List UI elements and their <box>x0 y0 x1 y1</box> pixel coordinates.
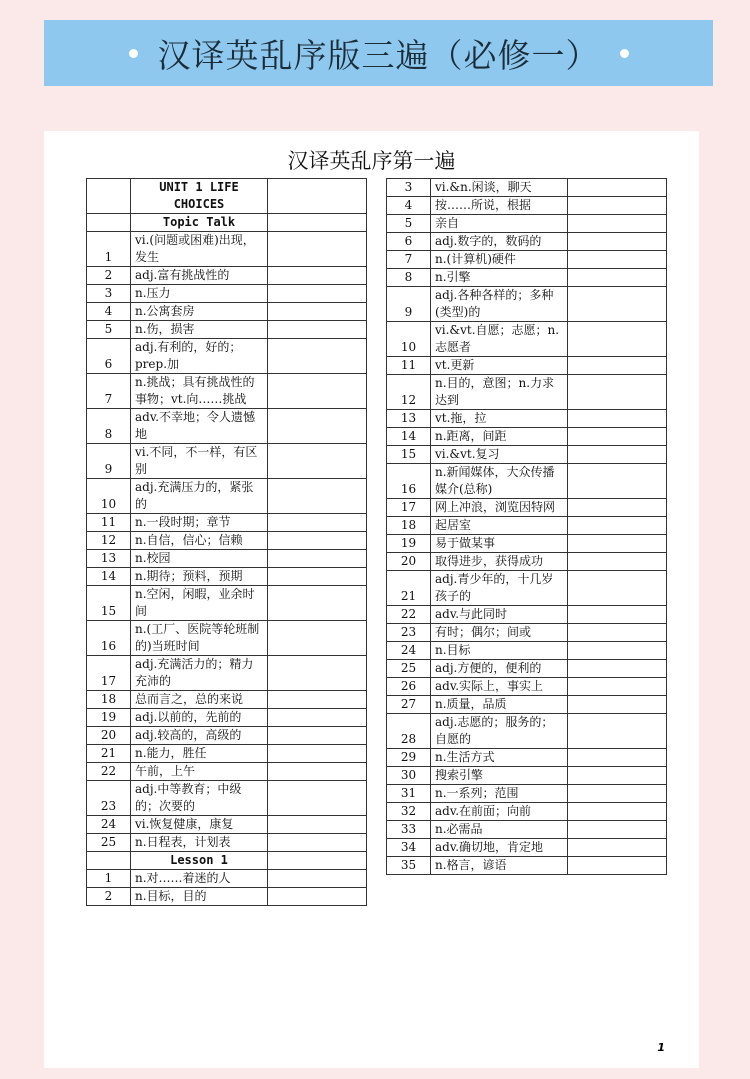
row-number: 31 <box>387 785 431 803</box>
answer-blank[interactable] <box>568 821 667 839</box>
row-number: 12 <box>87 532 131 550</box>
answer-blank[interactable] <box>268 479 367 514</box>
answer-blank[interactable] <box>268 621 367 656</box>
vocab-row <box>87 514 367 532</box>
chinese-meaning: 午前，上午 <box>131 763 268 781</box>
chinese-meaning: 起居室 <box>431 517 568 535</box>
row-number: 24 <box>87 816 131 834</box>
vocab-row <box>387 767 667 785</box>
section-header-row <box>87 214 367 232</box>
chinese-meaning: adv.与此同时 <box>431 606 568 624</box>
vocab-row <box>387 464 667 499</box>
vocab-row <box>87 586 367 621</box>
row-number: 8 <box>387 269 431 287</box>
answer-blank[interactable] <box>268 303 367 321</box>
vocab-row <box>387 857 667 875</box>
answer-blank[interactable] <box>568 233 667 251</box>
vocab-row <box>387 839 667 857</box>
chinese-meaning: 取得进步，获得成功 <box>431 553 568 571</box>
vocab-row <box>387 660 667 678</box>
vocab-row <box>387 322 667 357</box>
answer-blank[interactable] <box>568 269 667 287</box>
vocab-row <box>387 517 667 535</box>
row-number: 32 <box>387 803 431 821</box>
answer-blank[interactable] <box>268 374 367 409</box>
chinese-meaning: adj.中等教育；中级的；次要的 <box>131 781 268 816</box>
answer-blank[interactable] <box>568 499 667 517</box>
chinese-meaning: vi.恢复健康，康复 <box>131 816 268 834</box>
row-number: 18 <box>87 691 131 709</box>
row-number: 15 <box>387 446 431 464</box>
answer-blank[interactable] <box>568 357 667 375</box>
vocab-row <box>87 232 367 267</box>
vocab-row <box>387 785 667 803</box>
chinese-meaning: n.公寓套房 <box>131 303 268 321</box>
row-number: 1 <box>87 232 131 267</box>
row-number: 20 <box>387 553 431 571</box>
chinese-meaning: adj.富有挑战性的 <box>131 267 268 285</box>
row-number: 20 <box>87 727 131 745</box>
answer-blank[interactable] <box>268 586 367 621</box>
answer-blank[interactable] <box>268 691 367 709</box>
chinese-meaning: 总而言之，总的来说 <box>131 691 268 709</box>
vocab-row <box>87 727 367 745</box>
vocab-row <box>87 568 367 586</box>
chinese-meaning: n.(工厂、医院等轮班制的)当班时间 <box>131 621 268 656</box>
bullet-dot-icon <box>129 49 138 58</box>
answer-blank[interactable] <box>268 781 367 816</box>
answer-blank[interactable] <box>268 852 367 870</box>
answer-blank[interactable] <box>268 816 367 834</box>
answer-blank[interactable] <box>568 857 667 875</box>
section-heading: UNIT 1 LIFE CHOICES <box>131 179 268 214</box>
answer-blank[interactable] <box>268 550 367 568</box>
chinese-meaning: adv.在前面；向前 <box>431 803 568 821</box>
vocab-row <box>387 678 667 696</box>
answer-blank[interactable] <box>568 464 667 499</box>
row-number: 8 <box>87 409 131 444</box>
answer-blank[interactable] <box>268 214 367 232</box>
row-number: 5 <box>387 215 431 233</box>
vocab-row <box>87 285 367 303</box>
chinese-meaning: vt.拖，拉 <box>431 410 568 428</box>
chinese-meaning: n.挑战；具有挑战性的事物；vt.向……挑战 <box>131 374 268 409</box>
row-number: 7 <box>387 251 431 269</box>
answer-blank[interactable] <box>268 870 367 888</box>
section-header-row <box>87 852 367 870</box>
chinese-meaning: adv.不幸地；令人遗憾地 <box>131 409 268 444</box>
row-number: 22 <box>387 606 431 624</box>
chinese-meaning: n.能力，胜任 <box>131 745 268 763</box>
chinese-meaning: adj.有利的，好的；prep.加 <box>131 339 268 374</box>
chinese-meaning: n.校园 <box>131 550 268 568</box>
chinese-meaning: vi.&n.闲谈，聊天 <box>431 179 568 197</box>
bullet-dot-icon <box>620 49 629 58</box>
vocab-row <box>387 803 667 821</box>
chinese-meaning: n.目的，意图；n.力求达到 <box>431 375 568 410</box>
row-number: 14 <box>87 568 131 586</box>
answer-blank[interactable] <box>268 409 367 444</box>
row-number: 4 <box>387 197 431 215</box>
vocab-row <box>87 321 367 339</box>
chinese-meaning: n.自信，信心；信赖 <box>131 532 268 550</box>
row-number: 13 <box>87 550 131 568</box>
answer-blank[interactable] <box>568 446 667 464</box>
answer-blank[interactable] <box>568 179 667 197</box>
vocab-row <box>87 532 367 550</box>
vocab-row <box>387 696 667 714</box>
vocab-row <box>87 745 367 763</box>
answer-blank[interactable] <box>268 745 367 763</box>
row-number: 5 <box>87 321 131 339</box>
answer-blank[interactable] <box>268 285 367 303</box>
answer-blank[interactable] <box>268 532 367 550</box>
row-number: 35 <box>387 857 431 875</box>
row-number: 29 <box>387 749 431 767</box>
row-number: 3 <box>87 285 131 303</box>
answer-blank[interactable] <box>268 727 367 745</box>
row-number: 25 <box>87 834 131 852</box>
answer-blank[interactable] <box>568 197 667 215</box>
page-number: 1 <box>657 1041 665 1054</box>
vocab-row <box>387 499 667 517</box>
chinese-meaning: adj.较高的，高级的 <box>131 727 268 745</box>
row-number: 18 <box>387 517 431 535</box>
row-number: 22 <box>87 763 131 781</box>
answer-blank[interactable] <box>568 571 667 606</box>
chinese-meaning: 有时；偶尔；间或 <box>431 624 568 642</box>
chinese-meaning: adj.方便的，便利的 <box>431 660 568 678</box>
row-number: 28 <box>387 714 431 749</box>
vocab-row <box>387 197 667 215</box>
vocab-row <box>87 781 367 816</box>
chinese-meaning: adv.确切地，肯定地 <box>431 839 568 857</box>
answer-blank[interactable] <box>268 834 367 852</box>
answer-blank[interactable] <box>568 606 667 624</box>
row-number: 6 <box>387 233 431 251</box>
row-number: 16 <box>387 464 431 499</box>
vocab-row <box>387 233 667 251</box>
vocab-row <box>87 656 367 691</box>
chinese-meaning: vi.&vt.复习 <box>431 446 568 464</box>
answer-blank[interactable] <box>268 709 367 727</box>
answer-blank[interactable] <box>568 624 667 642</box>
answer-blank[interactable] <box>568 375 667 410</box>
chinese-meaning: vt.更新 <box>431 357 568 375</box>
vocab-row <box>387 714 667 749</box>
vocab-row <box>387 410 667 428</box>
chinese-meaning: n.压力 <box>131 285 268 303</box>
section-header-row <box>87 179 367 214</box>
answer-blank[interactable] <box>568 517 667 535</box>
row-number: 3 <box>387 179 431 197</box>
row-number: 6 <box>87 339 131 374</box>
chinese-meaning: n.目标 <box>431 642 568 660</box>
row-number <box>87 214 131 232</box>
row-number: 9 <box>387 287 431 322</box>
row-number: 33 <box>387 821 431 839</box>
row-number: 21 <box>87 745 131 763</box>
vocab-row <box>87 409 367 444</box>
answer-blank[interactable] <box>568 215 667 233</box>
vocab-row <box>387 375 667 410</box>
answer-blank[interactable] <box>568 767 667 785</box>
vocab-row <box>387 642 667 660</box>
vocab-row <box>87 834 367 852</box>
vocab-row <box>87 691 367 709</box>
chinese-meaning: adj.各种各样的；多种(类型)的 <box>431 287 568 322</box>
row-number: 26 <box>387 678 431 696</box>
answer-blank[interactable] <box>568 839 667 857</box>
chinese-meaning: vi.不同，不一样，有区别 <box>131 444 268 479</box>
vocab-row <box>87 888 367 906</box>
chinese-meaning: adj.充满活力的；精力充沛的 <box>131 656 268 691</box>
chinese-meaning: 易于做某事 <box>431 535 568 553</box>
chinese-meaning: adj.志愿的；服务的；自愿的 <box>431 714 568 749</box>
row-number: 19 <box>87 709 131 727</box>
vocab-row <box>387 606 667 624</box>
answer-blank[interactable] <box>568 410 667 428</box>
answer-blank[interactable] <box>268 267 367 285</box>
row-number: 9 <box>87 444 131 479</box>
chinese-meaning: n.目标，目的 <box>131 888 268 906</box>
chinese-meaning: n.一系列；范围 <box>431 785 568 803</box>
chinese-meaning: n.距离，间距 <box>431 428 568 446</box>
chinese-meaning: n.对……着迷的人 <box>131 870 268 888</box>
row-number <box>87 852 131 870</box>
chinese-meaning: n.空闲，闲暇，业余时间 <box>131 586 268 621</box>
answer-blank[interactable] <box>568 322 667 357</box>
chinese-meaning: n.格言，谚语 <box>431 857 568 875</box>
answer-blank[interactable] <box>268 444 367 479</box>
answer-blank[interactable] <box>268 888 367 906</box>
row-number: 19 <box>387 535 431 553</box>
vocab-row <box>87 374 367 409</box>
vocab-row <box>87 267 367 285</box>
vocab-row <box>387 821 667 839</box>
answer-blank[interactable] <box>568 287 667 322</box>
row-number: 4 <box>87 303 131 321</box>
answer-blank[interactable] <box>268 568 367 586</box>
vocab-row <box>87 444 367 479</box>
answer-blank[interactable] <box>268 232 367 267</box>
vocab-row <box>387 553 667 571</box>
answer-blank[interactable] <box>268 179 367 214</box>
chinese-meaning: vi.&vt.自愿；志愿；n.志愿者 <box>431 322 568 357</box>
row-number: 10 <box>387 322 431 357</box>
answer-blank[interactable] <box>568 251 667 269</box>
chinese-meaning: 网上冲浪，浏览因特网 <box>431 499 568 517</box>
vocab-row <box>387 624 667 642</box>
vocab-row <box>87 870 367 888</box>
chinese-meaning: n.(计算机)硬件 <box>431 251 568 269</box>
row-number: 17 <box>87 656 131 691</box>
vocab-row <box>387 749 667 767</box>
vocab-row <box>387 251 667 269</box>
vocab-row <box>87 339 367 374</box>
answer-blank[interactable] <box>568 803 667 821</box>
vocab-row <box>387 357 667 375</box>
chinese-meaning: n.一段时期；章节 <box>131 514 268 532</box>
vocab-row <box>387 269 667 287</box>
row-number: 14 <box>387 428 431 446</box>
title-banner <box>44 20 713 86</box>
chinese-meaning: n.新闻媒体，大众传播媒介(总称) <box>431 464 568 499</box>
answer-blank[interactable] <box>568 642 667 660</box>
chinese-meaning: n.引擎 <box>431 269 568 287</box>
vocab-table-left <box>86 178 367 906</box>
answer-blank[interactable] <box>268 514 367 532</box>
vocab-row <box>387 179 667 197</box>
vocab-row <box>387 535 667 553</box>
chinese-meaning: adj.青少年的，十几岁孩子的 <box>431 571 568 606</box>
chinese-meaning: 按……所说，根据 <box>431 197 568 215</box>
chinese-meaning: n.生活方式 <box>431 749 568 767</box>
answer-blank[interactable] <box>268 321 367 339</box>
row-number: 12 <box>387 375 431 410</box>
row-number: 21 <box>387 571 431 606</box>
row-number: 15 <box>87 586 131 621</box>
chinese-meaning: 亲自 <box>431 215 568 233</box>
answer-blank[interactable] <box>568 553 667 571</box>
chinese-meaning: n.质量，品质 <box>431 696 568 714</box>
chinese-meaning: adj.充满压力的，紧张的 <box>131 479 268 514</box>
chinese-meaning: n.日程表，计划表 <box>131 834 268 852</box>
chinese-meaning: n.伤，损害 <box>131 321 268 339</box>
chinese-meaning: adv.实际上，事实上 <box>431 678 568 696</box>
vocab-row <box>87 816 367 834</box>
row-number: 17 <box>387 499 431 517</box>
chinese-meaning: adj.以前的，先前的 <box>131 709 268 727</box>
answer-blank[interactable] <box>568 696 667 714</box>
answer-blank[interactable] <box>568 428 667 446</box>
vocab-table-right <box>386 178 667 875</box>
row-number: 7 <box>87 374 131 409</box>
vocab-row <box>387 571 667 606</box>
answer-blank[interactable] <box>568 535 667 553</box>
row-number: 30 <box>387 767 431 785</box>
chinese-meaning: n.期待；预料，预期 <box>131 568 268 586</box>
row-number: 2 <box>87 267 131 285</box>
vocab-row <box>387 446 667 464</box>
row-number: 10 <box>87 479 131 514</box>
row-number: 24 <box>387 642 431 660</box>
answer-blank[interactable] <box>268 656 367 691</box>
section-heading: Lesson 1 <box>131 852 268 870</box>
row-number: 25 <box>387 660 431 678</box>
vocab-row <box>387 428 667 446</box>
chinese-meaning: adj.数字的，数码的 <box>431 233 568 251</box>
answer-blank[interactable] <box>268 339 367 374</box>
row-number: 23 <box>387 624 431 642</box>
worksheet-page <box>44 131 699 1068</box>
vocab-row <box>87 303 367 321</box>
row-number: 1 <box>87 870 131 888</box>
section-heading: Topic Talk <box>131 214 268 232</box>
answer-blank[interactable] <box>568 785 667 803</box>
chinese-meaning: 搜索引擎 <box>431 767 568 785</box>
chinese-meaning: n.必需品 <box>431 821 568 839</box>
banner-title: 汉译英乱序版三遍（必修一） <box>157 35 600 75</box>
row-number: 13 <box>387 410 431 428</box>
vocab-row <box>87 550 367 568</box>
answer-blank[interactable] <box>568 678 667 696</box>
answer-blank[interactable] <box>268 763 367 781</box>
row-number: 27 <box>387 696 431 714</box>
row-number: 34 <box>387 839 431 857</box>
row-number: 16 <box>87 621 131 656</box>
row-number: 11 <box>387 357 431 375</box>
vocab-row <box>87 621 367 656</box>
answer-blank[interactable] <box>568 660 667 678</box>
row-number <box>87 179 131 214</box>
page-title: 汉译英乱序第一遍 <box>287 149 456 173</box>
chinese-meaning: vi.(问题或困难)出现，发生 <box>131 232 268 267</box>
row-number: 23 <box>87 781 131 816</box>
vocab-row <box>387 215 667 233</box>
row-number: 2 <box>87 888 131 906</box>
answer-blank[interactable] <box>568 749 667 767</box>
answer-blank[interactable] <box>568 714 667 749</box>
vocab-row <box>387 287 667 322</box>
row-number: 11 <box>87 514 131 532</box>
vocab-row <box>87 709 367 727</box>
vocab-row <box>87 479 367 514</box>
vocab-row <box>87 763 367 781</box>
